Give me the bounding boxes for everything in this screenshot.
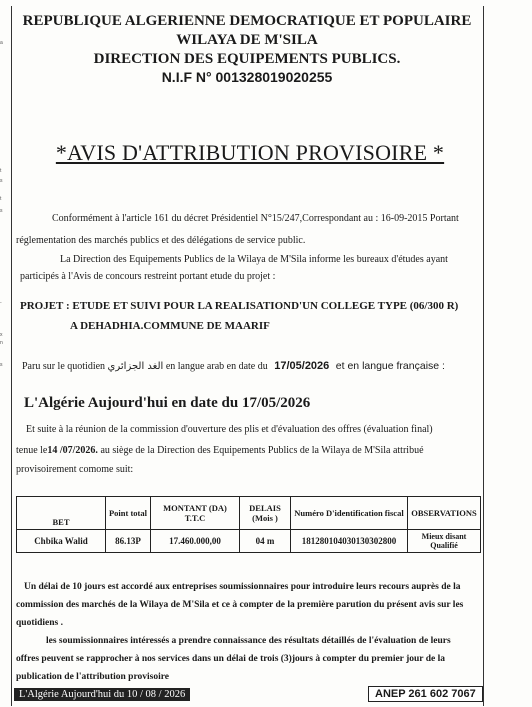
cell-nif: 181280104030130302800 <box>291 530 408 553</box>
cell-bet: Chbika Walid <box>17 530 106 553</box>
notice-title: *AVIS D'ATTRIBUTION PROVISOIRE * <box>55 140 445 165</box>
margin-fragment: t <box>0 196 2 202</box>
arabic-newspaper-name: الغد الجزائري <box>107 361 164 372</box>
paragraph-direction-line2: participés à l'Avis de concours restreint portant etude du projet : <box>20 271 276 282</box>
header-republic: REPUBLIQUE ALGERIENNE DEMOCRATIQUE ET POPULAIRE <box>22 13 472 29</box>
cell-points: 86.13P <box>106 530 151 553</box>
header-wilaya: WILAYA DE M'SILA <box>176 32 318 48</box>
paragraph-direction-line1: La Direction des Equipements Publics de la Wilaya de M'Sila informe les bureaux d'études ayant <box>60 254 448 265</box>
header-nif: N.I.F N° 001328019020255 <box>161 69 333 85</box>
closing-recours-line2: commission des marchés de la Wilaya de M'Sila et ce à compter de la première parution du présent avis sur les <box>16 600 464 610</box>
header-direction: DIRECTION DES EQUIPEMENTS PUBLICS. <box>93 51 401 67</box>
held-location-text: au siège de la Direction des Equipements Publics de la Wilaya de M'Sila attribué <box>97 445 424 456</box>
project-line1: PROJET : ETUDE ET SUIVI POUR LA REALISATIOND'UN COLLEGE TYPE (06/300 R) <box>20 300 459 312</box>
cell-observations: Mieux disant Qualifié <box>408 530 481 553</box>
project-line2: A DEHADHIA.COMMUNE DE MAARIF <box>70 320 270 332</box>
margin-fragment: s <box>0 362 3 368</box>
column-header-nif: Numéro D'identification fiscal <box>291 497 408 530</box>
closing-recours-line1: Un délai de 10 jours est accordé aux entreprises soumissionnaires pour introduire leurs recours auprès de la <box>24 582 461 592</box>
closing-results-line1: les soumissionnaires intéressés a prendre connaissance des résultats détaillés de l'évaluation de leurs <box>46 636 451 646</box>
closing-recours-line3: quotidiens . <box>16 618 63 628</box>
cell-amount: 17.460.000,00 <box>151 530 240 553</box>
table-row <box>17 530 481 553</box>
algerie-publication-line: L'Algérie Aujourd'hui en date du 17/05/2026 <box>24 395 311 411</box>
margin-fragment: t <box>0 168 2 174</box>
column-header-amount: MONTANT (DA) T.T.C <box>151 497 240 530</box>
margin-fragment: - <box>0 300 2 306</box>
table-header-row <box>17 497 481 530</box>
paragraph-decree-line2: réglementation des marchés publics et des délégations de service public. <box>16 235 306 246</box>
held-text: tenue le <box>16 445 48 456</box>
footer-anep-reference: ANEP 261 602 7067 <box>368 686 483 702</box>
paragraph-commission-line3: provisoirement comome suit: <box>16 464 134 475</box>
margin-fragment: a <box>0 40 3 46</box>
paru-text: Paru sur le quotidien <box>22 361 106 372</box>
paru-lang-text: en langue arab en date du <box>165 361 268 372</box>
meeting-date: 14 /07/2026. <box>47 445 98 456</box>
paragraph-commission-line2 <box>16 444 482 457</box>
closing-results-line2: offres peuvent se rapprocher à nos services dans un délai de trois (3)jours à compter du premier jour de la <box>16 654 445 664</box>
paragraph-decree-line1: Conformément à l'article 161 du décret Présidentiel N°15/247,Correspondant au : 16-09-2015 Portant <box>52 213 459 224</box>
closing-results-line3: publication de l'attribution provisoire <box>16 672 169 682</box>
column-header-points: Point total <box>106 497 151 530</box>
margin-fragment: s <box>0 208 3 214</box>
margin-fragment: s <box>0 178 3 184</box>
column-header-observations: OBSERVATIONS <box>408 497 481 530</box>
margin-fragment: x <box>0 332 3 338</box>
paru-date: 17/05/2026 <box>274 360 330 372</box>
paragraph-commission-line1: Et suite à la réunion de la commission d'ouverture des plis et d'évaluation des offres (évaluation final) <box>26 424 433 435</box>
column-header-delay: DELAIS (Mois ) <box>240 497 291 530</box>
cell-delay: 04 m <box>240 530 291 553</box>
paru-french-text: et en langue française : <box>335 360 445 372</box>
margin-fragment: n <box>0 340 3 346</box>
attribution-table <box>16 496 481 553</box>
footer-publication-date: L'Algérie Aujourd'hui du 10 / 08 / 2026 <box>14 688 190 701</box>
paru-line <box>22 360 488 373</box>
column-header-bet: BET <box>17 497 106 530</box>
